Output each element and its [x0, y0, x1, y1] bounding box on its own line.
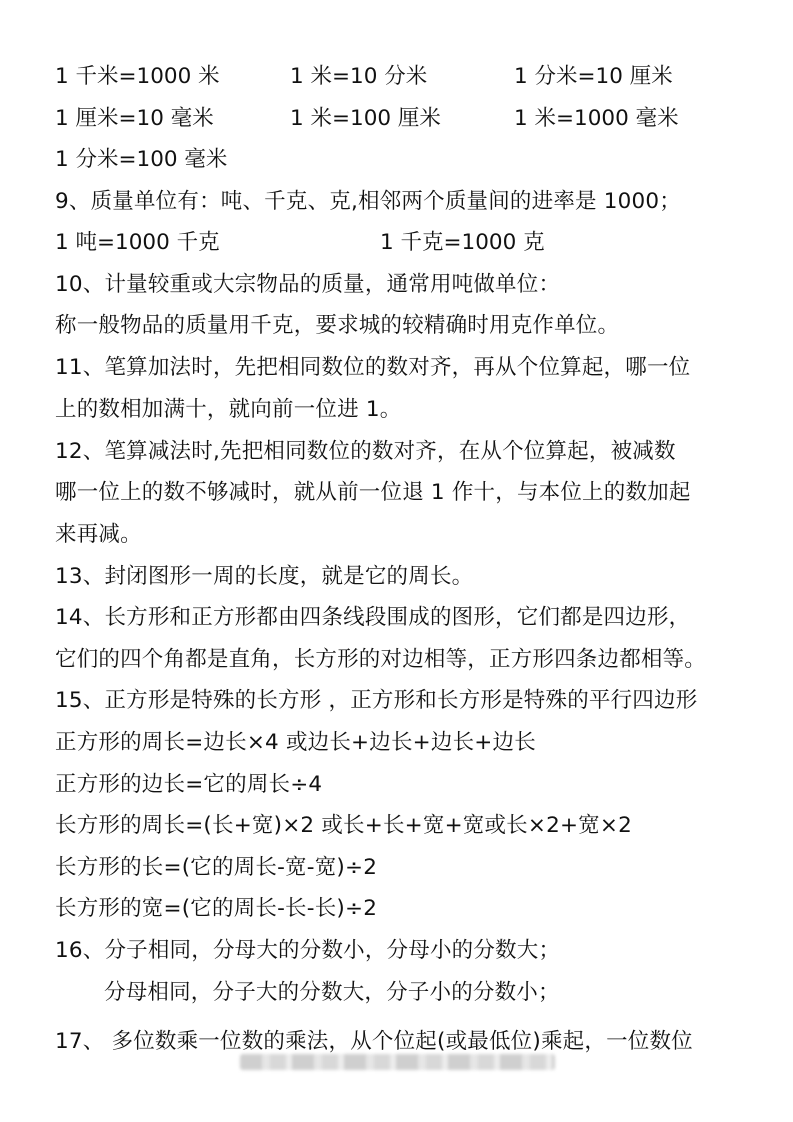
item-13-line-1: 13、封闭图形一周的长度，就是它的周长。	[55, 564, 474, 589]
item-9-text: 9、质量单位有：吨、千克、克,相邻两个质量间的进率是 1000；	[55, 189, 681, 214]
unit-kg-g: 1 千克=1000 克	[380, 230, 545, 255]
item-16-line-2: 分母相同，分子大的分数大，分子小的分数小；	[104, 980, 560, 1005]
square-side-formula: 正方形的边长=它的周长÷4	[55, 772, 323, 797]
item-11-line-1: 11、笔算加法时，先把相同数位的数对齐，再从个位算起，哪一位	[55, 355, 691, 380]
unit-dm-cm: 1 分米=10 厘米	[514, 64, 673, 89]
item-14-line-2: 它们的四个角都是直角，长方形的对边相等，正方形四条边都相等。	[55, 647, 707, 672]
item-12-line-1: 12、笔算减法时,先把相同数位的数对齐，在从个位算起，被减数	[55, 439, 676, 464]
item-14-line-1: 14、长方形和正方形都由四条线段围成的图形，它们都是四边形，	[55, 605, 691, 630]
unit-m-dm: 1 米=10 分米	[290, 64, 428, 89]
item-10-line-1: 10、计量较重或大宗物品的质量，通常用吨做单位：	[55, 272, 561, 297]
unit-m-mm: 1 米=1000 毫米	[514, 106, 679, 131]
unit-cm-mm: 1 厘米=10 毫米	[55, 106, 214, 131]
item-12-line-2: 哪一位上的数不够减时，就从前一位退 1 作十，与本位上的数加起	[55, 480, 691, 505]
unit-t-kg: 1 吨=1000 千克	[55, 230, 220, 255]
blurred-watermark-bar	[240, 1054, 555, 1070]
rectangle-perimeter-formula: 长方形的周长=(长+宽)×2 或长+长+宽+宽或长×2+宽×2	[55, 813, 632, 838]
item-10-line-2: 称一般物品的质量用千克，要求城的较精确时用克作单位。	[55, 313, 620, 338]
item-16-line-1: 16、分子相同，分母大的分数小，分母小的分数大；	[55, 938, 561, 963]
item-17-partial: 17、 多位数乘一位数的乘法，从个位起(或最低位)乘起，一位数位	[55, 1029, 693, 1054]
unit-dm-mm: 1 分米=100 毫米	[55, 147, 228, 172]
cut-off-line-container	[0, 1024, 793, 1054]
unit-km-m: 1 千米=1000 米	[55, 64, 220, 89]
rectangle-width-formula: 长方形的宽=(它的周长-长-长)÷2	[55, 896, 378, 921]
rectangle-length-formula: 长方形的长=(它的周长-宽-宽)÷2	[55, 855, 378, 880]
square-perimeter-formula: 正方形的周长=边长×4 或边长+边长+边长+边长	[55, 730, 536, 755]
item-15-line-1: 15、正方形是特殊的长方形 ，正方形和长方形是特殊的平行四边形	[55, 688, 698, 713]
item-11-line-2: 上的数相加满十，就向前一位进 1。	[55, 397, 402, 422]
item-12-line-3: 来再减。	[55, 522, 142, 547]
unit-m-cm: 1 米=100 厘米	[290, 106, 441, 131]
